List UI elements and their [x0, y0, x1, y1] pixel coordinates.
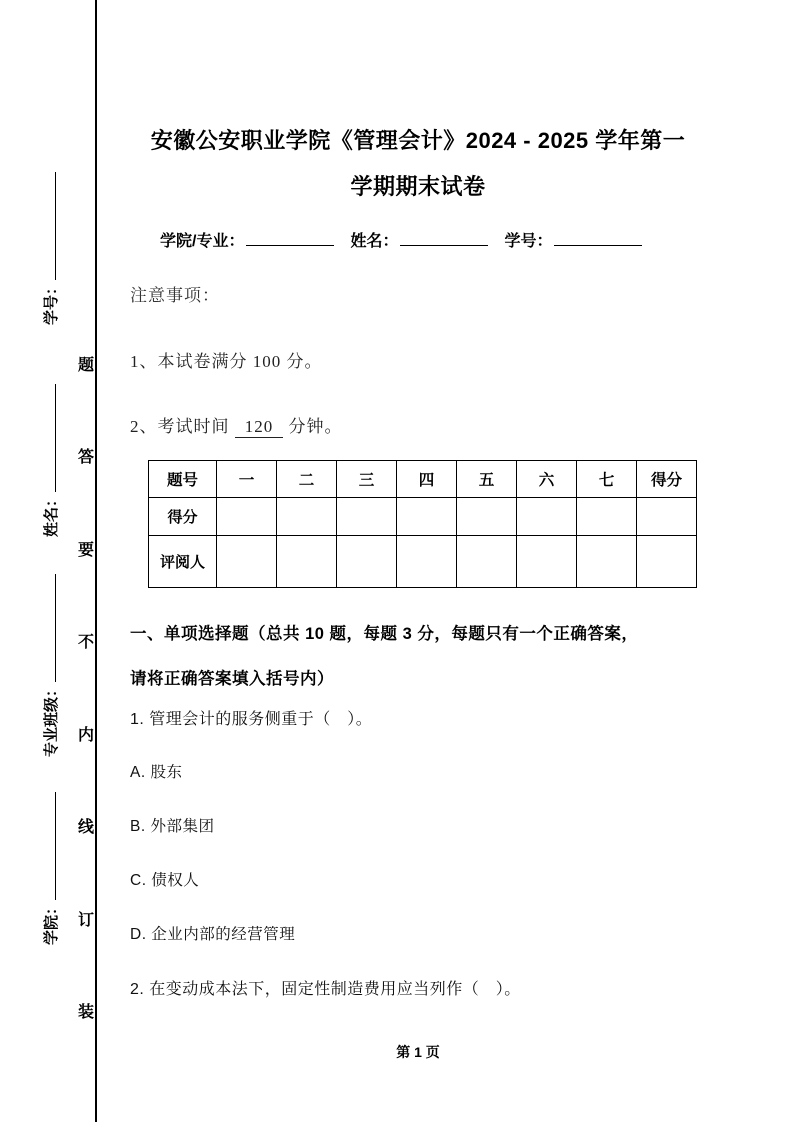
page-number: 第 1 页	[396, 1044, 440, 1060]
seal-field-student-id	[40, 95, 64, 325]
title-line-2: 学期期末试卷	[350, 174, 486, 199]
table-header-cell: 二	[277, 461, 337, 498]
binding-char: 不	[77, 634, 94, 652]
seal-field-college	[40, 715, 64, 945]
title-line-1: 安徽公安职业学院《管理会计》2024 - 2025 学年第一	[150, 128, 686, 153]
table-header-cell: 得分	[637, 461, 697, 498]
info-label-student-id: 学号：	[504, 233, 553, 250]
notice-item-2-suffix: 分钟。	[288, 417, 343, 436]
question-1-option-b: B. 外部集团	[130, 818, 215, 835]
seal-field-label: 学号：	[43, 279, 60, 325]
page-title	[130, 118, 706, 210]
section-1-heading-line-1: 一、单项选择题（总共 10 题，每题 3 分，每题只有一个正确答案，	[130, 625, 639, 643]
info-blank	[400, 230, 488, 246]
binding-char: 题	[77, 357, 94, 374]
binding-char: 内	[77, 726, 94, 744]
table-row-score	[149, 498, 697, 536]
fill-blank	[41, 574, 56, 682]
score-cell	[577, 536, 637, 588]
table-row-label: 得分	[149, 498, 217, 536]
table-row-label: 评阅人	[149, 536, 217, 588]
table-header-cell: 六	[517, 461, 577, 498]
table-header-cell: 题号	[149, 461, 217, 498]
score-cell	[577, 498, 637, 536]
score-cell	[337, 536, 397, 588]
question-1-option-c: C. 债权人	[130, 872, 200, 889]
score-cell	[637, 498, 697, 536]
score-cell	[517, 536, 577, 588]
seal-field-label: 专业班级：	[43, 681, 60, 757]
binding-char: 装	[77, 1003, 94, 1021]
binding-text-column	[76, 352, 96, 1022]
binding-char: 订	[77, 911, 94, 929]
score-cell	[277, 536, 337, 588]
notice-item-2-prefix: 2、考试时间	[130, 417, 230, 436]
score-cell	[277, 498, 337, 536]
question-1-option-d: D. 企业内部的经营管理	[130, 926, 296, 943]
seal-field-name	[40, 307, 64, 537]
notice-item-2	[130, 412, 706, 438]
seal-field-label: 学院：	[43, 899, 60, 945]
table-header-row	[149, 461, 697, 498]
table-header-cell: 五	[457, 461, 517, 498]
exam-duration: 120	[235, 417, 284, 438]
score-cell	[517, 498, 577, 536]
binding-char: 要	[77, 541, 94, 559]
info-blank	[554, 230, 642, 246]
fill-blank	[41, 172, 56, 280]
question-2-text: 2. 在变动成本法下，固定性制造费用应当列作（ ）。	[130, 981, 521, 998]
info-blank	[246, 230, 334, 246]
score-cell	[217, 498, 277, 536]
fill-blank	[41, 384, 56, 492]
info-label-department: 学院/专业：	[160, 233, 245, 250]
section-1-heading-line-2: 请将正确答案填入括号内）	[130, 670, 334, 688]
table-header-cell: 七	[577, 461, 637, 498]
table-header-cell: 四	[397, 461, 457, 498]
binding-char: 线	[77, 819, 94, 837]
score-cell	[217, 536, 277, 588]
score-cell	[457, 536, 517, 588]
info-label-name: 姓名：	[350, 233, 399, 250]
table-header-cell: 三	[337, 461, 397, 498]
notice-item-1: 1、本试卷满分 100 分。	[130, 352, 323, 371]
score-table-grid	[148, 460, 697, 588]
student-info-line	[160, 228, 736, 251]
score-cell	[397, 498, 457, 536]
score-table	[148, 460, 696, 588]
score-cell	[637, 536, 697, 588]
table-row-reviewer	[149, 536, 697, 588]
section-1-heading	[130, 612, 706, 702]
question-1-text: 1. 管理会计的服务侧重于（ ）。	[130, 711, 373, 728]
table-header-cell: 一	[217, 461, 277, 498]
score-cell	[337, 498, 397, 536]
score-cell	[457, 498, 517, 536]
notice-heading: 注意事项：	[130, 286, 220, 305]
question-1-option-a: A. 股东	[130, 764, 183, 781]
score-cell	[397, 536, 457, 588]
binding-char: 答	[77, 449, 94, 467]
fill-blank	[41, 792, 56, 900]
seal-field-label: 姓名：	[43, 491, 60, 537]
